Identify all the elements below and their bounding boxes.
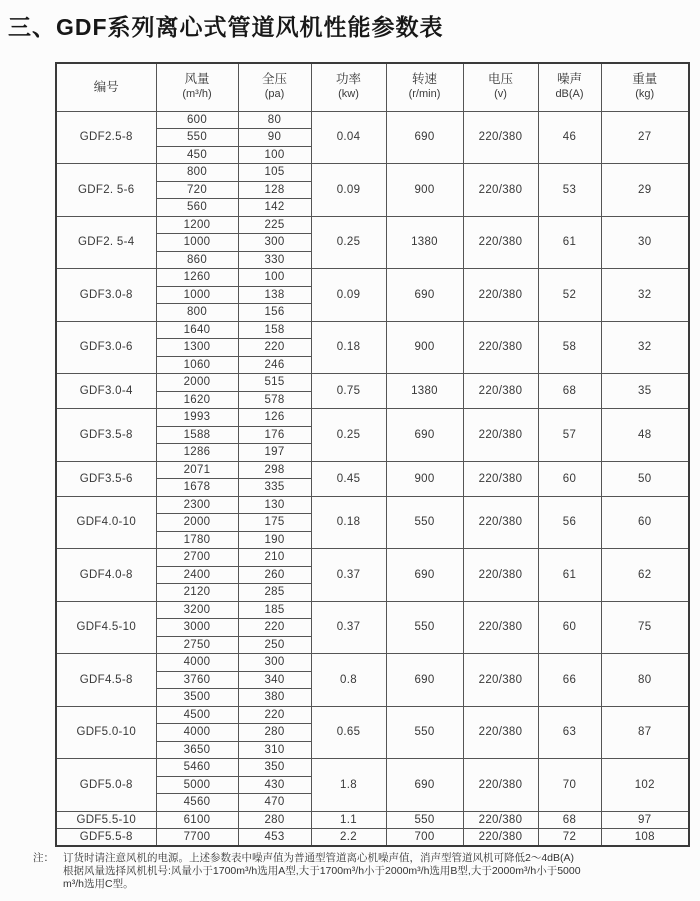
- pressure-cell: 138: [238, 286, 311, 304]
- header-model: [56, 63, 156, 111]
- model-cell: GDF4.0-10: [56, 496, 156, 549]
- speed-cell: 690: [386, 654, 463, 707]
- pressure-cell: 260: [238, 566, 311, 584]
- pressure-cell: 105: [238, 164, 311, 182]
- weight-cell: 48: [601, 409, 689, 462]
- speed-cell: 690: [386, 111, 463, 164]
- voltage-cell: 220/380: [463, 111, 538, 164]
- weight-cell: 27: [601, 111, 689, 164]
- power-cell: 0.04: [311, 111, 386, 164]
- model-cell: GDF2. 5-6: [56, 164, 156, 217]
- airflow-cell: 7700: [156, 829, 238, 847]
- power-cell: 0.8: [311, 654, 386, 707]
- pressure-cell: 100: [238, 146, 311, 164]
- airflow-cell: 3000: [156, 619, 238, 637]
- airflow-cell: 5460: [156, 759, 238, 777]
- voltage-cell: 220/380: [463, 811, 538, 829]
- model-cell: GDF3.5-6: [56, 461, 156, 496]
- voltage-cell: 220/380: [463, 654, 538, 707]
- pressure-cell: 453: [238, 829, 311, 847]
- voltage-cell: 220/380: [463, 496, 538, 549]
- pressure-cell: 380: [238, 689, 311, 707]
- airflow-cell: 3650: [156, 741, 238, 759]
- pressure-cell: 220: [238, 339, 311, 357]
- noise-cell: 58: [538, 321, 601, 374]
- header-pressure: [238, 63, 311, 111]
- voltage-cell: 220/380: [463, 549, 538, 602]
- pressure-cell: 176: [238, 426, 311, 444]
- model-cell: GDF5.5-10: [56, 811, 156, 829]
- pressure-cell: 470: [238, 794, 311, 812]
- header-noise: [538, 63, 601, 111]
- airflow-cell: 860: [156, 251, 238, 269]
- noise-cell: 60: [538, 601, 601, 654]
- voltage-cell: 220/380: [463, 321, 538, 374]
- header-model-label: 编号: [93, 79, 119, 94]
- airflow-cell: 3500: [156, 689, 238, 707]
- airflow-cell: 1000: [156, 234, 238, 252]
- voltage-cell: 220/380: [463, 601, 538, 654]
- power-cell: 0.75: [311, 374, 386, 409]
- airflow-cell: 1300: [156, 339, 238, 357]
- header-weight: [601, 63, 689, 111]
- pressure-cell: 185: [238, 601, 311, 619]
- table-row: [56, 111, 689, 129]
- model-cell: GDF4.5-10: [56, 601, 156, 654]
- speed-cell: 1380: [386, 216, 463, 269]
- weight-cell: 102: [601, 759, 689, 812]
- speed-cell: 690: [386, 759, 463, 812]
- speed-cell: 690: [386, 269, 463, 322]
- noise-cell: 66: [538, 654, 601, 707]
- airflow-cell: 800: [156, 304, 238, 322]
- airflow-cell: 4560: [156, 794, 238, 812]
- noise-cell: 68: [538, 811, 601, 829]
- pressure-cell: 246: [238, 356, 311, 374]
- pressure-cell: 300: [238, 234, 311, 252]
- pressure-cell: 142: [238, 199, 311, 217]
- speed-cell: 550: [386, 811, 463, 829]
- voltage-cell: 220/380: [463, 374, 538, 409]
- airflow-cell: 2000: [156, 514, 238, 532]
- airflow-cell: 550: [156, 129, 238, 147]
- table-row: [56, 601, 689, 619]
- voltage-cell: 220/380: [463, 759, 538, 812]
- pressure-cell: 300: [238, 654, 311, 672]
- power-cell: 0.65: [311, 706, 386, 759]
- header-power-unit: (kw): [338, 88, 359, 101]
- speed-cell: 900: [386, 321, 463, 374]
- airflow-cell: 720: [156, 181, 238, 199]
- airflow-cell: 2300: [156, 496, 238, 514]
- airflow-cell: 4500: [156, 706, 238, 724]
- header-speed-unit: (r/min): [408, 88, 441, 101]
- pressure-cell: 330: [238, 251, 311, 269]
- notes-label: 注：: [33, 852, 54, 864]
- header-power-label: 功率: [335, 72, 361, 87]
- pressure-cell: 90: [238, 129, 311, 147]
- header-pressure-unit: (pa): [264, 88, 285, 101]
- weight-cell: 29: [601, 164, 689, 217]
- header-voltage-unit: (v): [494, 88, 507, 101]
- model-cell: GDF2. 5-4: [56, 216, 156, 269]
- airflow-cell: 600: [156, 111, 238, 129]
- page-title: 三、GDF系列离心式管道风机性能参数表: [8, 14, 444, 40]
- table-row: [56, 409, 689, 427]
- noise-cell: 53: [538, 164, 601, 217]
- table-row: [56, 461, 689, 479]
- noise-cell: 46: [538, 111, 601, 164]
- pressure-cell: 578: [238, 391, 311, 409]
- weight-cell: 108: [601, 829, 689, 847]
- noise-cell: 61: [538, 549, 601, 602]
- pressure-cell: 130: [238, 496, 311, 514]
- model-cell: GDF2.5-8: [56, 111, 156, 164]
- airflow-cell: 1060: [156, 356, 238, 374]
- voltage-cell: 220/380: [463, 164, 538, 217]
- weight-cell: 97: [601, 811, 689, 829]
- pressure-cell: 220: [238, 619, 311, 637]
- speed-cell: 900: [386, 461, 463, 496]
- table-row: [56, 269, 689, 287]
- table-row: [56, 706, 689, 724]
- airflow-cell: 1780: [156, 531, 238, 549]
- performance-table: [55, 62, 690, 847]
- power-cell: 0.37: [311, 601, 386, 654]
- pressure-cell: 515: [238, 374, 311, 392]
- noise-cell: 60: [538, 461, 601, 496]
- pressure-cell: 220: [238, 706, 311, 724]
- header-weight-label: 重量: [632, 72, 658, 87]
- table-row: [56, 216, 689, 234]
- power-cell: 0.45: [311, 461, 386, 496]
- header-noise-unit: dB(A): [555, 88, 584, 101]
- airflow-cell: 1286: [156, 444, 238, 462]
- voltage-cell: 220/380: [463, 216, 538, 269]
- airflow-cell: 2400: [156, 566, 238, 584]
- power-cell: 0.25: [311, 409, 386, 462]
- pressure-cell: 298: [238, 461, 311, 479]
- power-cell: 0.09: [311, 269, 386, 322]
- header-airflow-unit: (m³/h): [182, 88, 212, 101]
- weight-cell: 32: [601, 269, 689, 322]
- airflow-cell: 2071: [156, 461, 238, 479]
- airflow-cell: 1993: [156, 409, 238, 427]
- noise-cell: 72: [538, 829, 601, 847]
- voltage-cell: 220/380: [463, 409, 538, 462]
- airflow-cell: 5000: [156, 776, 238, 794]
- airflow-cell: 3760: [156, 671, 238, 689]
- table-body: [56, 111, 689, 846]
- speed-cell: 690: [386, 409, 463, 462]
- voltage-cell: 220/380: [463, 829, 538, 847]
- power-cell: 1.8: [311, 759, 386, 812]
- table-row: [56, 829, 689, 847]
- airflow-cell: 1588: [156, 426, 238, 444]
- weight-cell: 60: [601, 496, 689, 549]
- model-cell: GDF5.0-10: [56, 706, 156, 759]
- model-cell: GDF5.0-8: [56, 759, 156, 812]
- weight-cell: 62: [601, 549, 689, 602]
- speed-cell: 550: [386, 496, 463, 549]
- table-row: [56, 549, 689, 567]
- speed-cell: 550: [386, 706, 463, 759]
- table-row: [56, 164, 689, 182]
- voltage-cell: 220/380: [463, 461, 538, 496]
- table-row: [56, 759, 689, 777]
- pressure-cell: 310: [238, 741, 311, 759]
- noise-cell: 56: [538, 496, 601, 549]
- weight-cell: 50: [601, 461, 689, 496]
- speed-cell: 700: [386, 829, 463, 847]
- power-cell: 0.09: [311, 164, 386, 217]
- table-row: [56, 321, 689, 339]
- weight-cell: 32: [601, 321, 689, 374]
- power-cell: 0.25: [311, 216, 386, 269]
- airflow-cell: 450: [156, 146, 238, 164]
- header-voltage: [463, 63, 538, 111]
- weight-cell: 80: [601, 654, 689, 707]
- header-airflow: [156, 63, 238, 111]
- header-noise-label: 噪声: [556, 72, 582, 87]
- table-row: [56, 496, 689, 514]
- header-row: [56, 63, 689, 111]
- pressure-cell: 128: [238, 181, 311, 199]
- power-cell: 0.37: [311, 549, 386, 602]
- weight-cell: 35: [601, 374, 689, 409]
- table-row: [56, 811, 689, 829]
- model-cell: GDF4.0-8: [56, 549, 156, 602]
- voltage-cell: 220/380: [463, 706, 538, 759]
- power-cell: 2.2: [311, 829, 386, 847]
- weight-cell: 30: [601, 216, 689, 269]
- notes-line: 根据风量选择风机机号:风量小于1700m³/h选用A型,大于1700m³/h小于2000m³/h选用B型,大于2000m³/h小于5000: [63, 865, 581, 877]
- header-pressure-label: 全压: [261, 72, 287, 87]
- pressure-cell: 280: [238, 811, 311, 829]
- noise-cell: 52: [538, 269, 601, 322]
- pressure-cell: 280: [238, 724, 311, 742]
- pressure-cell: 250: [238, 636, 311, 654]
- pressure-cell: 285: [238, 584, 311, 602]
- pressure-cell: 350: [238, 759, 311, 777]
- power-cell: 1.1: [311, 811, 386, 829]
- speed-cell: 1380: [386, 374, 463, 409]
- header-voltage-label: 电压: [487, 72, 513, 87]
- airflow-cell: 1620: [156, 391, 238, 409]
- airflow-cell: 1640: [156, 321, 238, 339]
- header-speed: [386, 63, 463, 111]
- airflow-cell: 1200: [156, 216, 238, 234]
- table-row: [56, 374, 689, 392]
- speed-cell: 550: [386, 601, 463, 654]
- airflow-cell: 6100: [156, 811, 238, 829]
- pressure-cell: 80: [238, 111, 311, 129]
- model-cell: GDF3.0-6: [56, 321, 156, 374]
- noise-cell: 68: [538, 374, 601, 409]
- pressure-cell: 190: [238, 531, 311, 549]
- header-speed-label: 转速: [411, 72, 437, 87]
- airflow-cell: 4000: [156, 724, 238, 742]
- pressure-cell: 197: [238, 444, 311, 462]
- pressure-cell: 100: [238, 269, 311, 287]
- airflow-cell: 1000: [156, 286, 238, 304]
- header-weight-unit: (kg): [635, 88, 655, 101]
- weight-cell: 75: [601, 601, 689, 654]
- noise-cell: 63: [538, 706, 601, 759]
- voltage-cell: 220/380: [463, 269, 538, 322]
- speed-cell: 900: [386, 164, 463, 217]
- power-cell: 0.18: [311, 496, 386, 549]
- pressure-cell: 225: [238, 216, 311, 234]
- pressure-cell: 126: [238, 409, 311, 427]
- model-cell: GDF4.5-8: [56, 654, 156, 707]
- speed-cell: 690: [386, 549, 463, 602]
- model-cell: GDF3.0-8: [56, 269, 156, 322]
- notes-line: m³/h选用C型。: [63, 878, 134, 890]
- airflow-cell: 4000: [156, 654, 238, 672]
- notes: [33, 852, 695, 891]
- airflow-cell: 800: [156, 164, 238, 182]
- model-cell: GDF5.5-8: [56, 829, 156, 847]
- noise-cell: 70: [538, 759, 601, 812]
- pressure-cell: 175: [238, 514, 311, 532]
- pressure-cell: 158: [238, 321, 311, 339]
- weight-cell: 87: [601, 706, 689, 759]
- pressure-cell: 340: [238, 671, 311, 689]
- pressure-cell: 210: [238, 549, 311, 567]
- table-row: [56, 654, 689, 672]
- airflow-cell: 2000: [156, 374, 238, 392]
- power-cell: 0.18: [311, 321, 386, 374]
- notes-text: [63, 852, 695, 891]
- airflow-cell: 1678: [156, 479, 238, 497]
- noise-cell: 57: [538, 409, 601, 462]
- header-power: [311, 63, 386, 111]
- model-cell: GDF3.5-8: [56, 409, 156, 462]
- pressure-cell: 430: [238, 776, 311, 794]
- pressure-cell: 156: [238, 304, 311, 322]
- airflow-cell: 2700: [156, 549, 238, 567]
- notes-line: 订货时请注意风机的电源。上述参数表中噪声值为普通型管道离心机噪声值，消声型管道风机可降低2～4dB(A): [63, 852, 575, 864]
- header-airflow-label: 风量: [184, 72, 210, 87]
- pressure-cell: 335: [238, 479, 311, 497]
- airflow-cell: 560: [156, 199, 238, 217]
- airflow-cell: 3200: [156, 601, 238, 619]
- noise-cell: 61: [538, 216, 601, 269]
- airflow-cell: 1260: [156, 269, 238, 287]
- model-cell: GDF3.0-4: [56, 374, 156, 409]
- airflow-cell: 2120: [156, 584, 238, 602]
- airflow-cell: 2750: [156, 636, 238, 654]
